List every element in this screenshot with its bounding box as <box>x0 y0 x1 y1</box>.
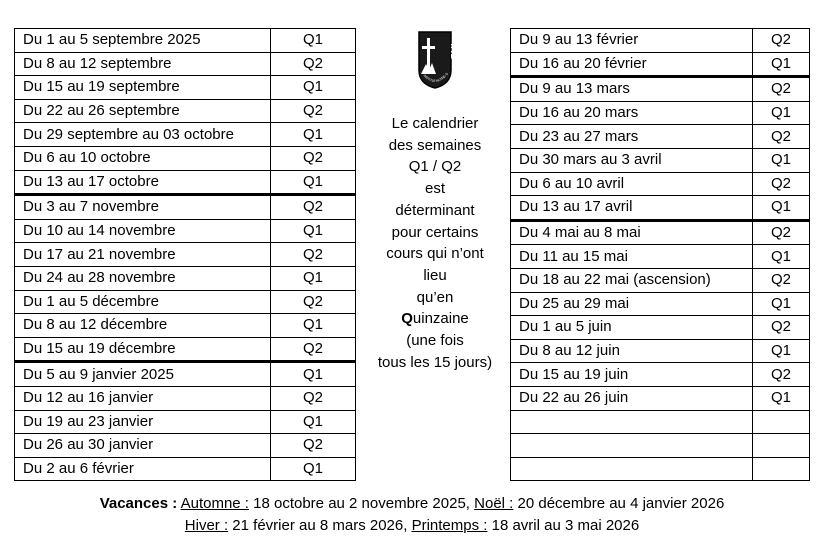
table-row <box>511 77 810 102</box>
week-dates-cell: Du 6 au 10 avril <box>511 172 753 196</box>
table-row <box>15 362 356 387</box>
table-row <box>15 337 356 362</box>
table-row <box>511 101 810 125</box>
quinzaine-cell: Q2 <box>271 146 356 170</box>
note-line: Le calendrier <box>391 115 479 132</box>
quinzaine-cell: Q1 <box>271 314 356 338</box>
week-dates-cell: Du 2 au 6 février <box>15 457 271 481</box>
quinzaine-cell: Q2 <box>753 220 810 245</box>
week-dates-cell: Du 22 au 26 juin <box>511 386 753 410</box>
table-row <box>511 410 810 434</box>
note-line-quinzaine <box>370 308 500 330</box>
table-row <box>511 29 810 53</box>
quinzaine-cell: Q1 <box>753 386 810 410</box>
table-row <box>511 172 810 196</box>
week-dates-cell: Du 8 au 12 juin <box>511 339 753 363</box>
table-row <box>511 125 810 149</box>
week-dates-cell: Du 23 au 27 mars <box>511 125 753 149</box>
week-dates-cell: Du 6 au 10 octobre <box>15 146 271 170</box>
quinzaine-cell: Q2 <box>753 268 810 292</box>
footer-line-2: Hiver : 21 février au 8 mars 2026, Printemps : 18 avril au 3 mai 2026 <box>184 517 640 534</box>
week-dates-cell: Du 30 mars au 3 avril <box>511 148 753 172</box>
table-row <box>15 29 356 53</box>
automne-dates: 18 octobre au 2 novembre 2025 <box>248 495 466 512</box>
quinzaine-cell: Q1 <box>271 219 356 243</box>
table-row <box>15 243 356 267</box>
quinzaine-cell: Q1 <box>271 123 356 147</box>
quinzaine-cell: Q1 <box>753 339 810 363</box>
quinzaine-cell: Q1 <box>753 245 810 269</box>
quinzaine-cell: Q2 <box>753 363 810 387</box>
table-row <box>15 434 356 458</box>
printemps-label: Printemps : <box>411 517 488 534</box>
week-dates-cell <box>511 410 753 434</box>
note-line: Q1 / Q2 <box>408 158 462 176</box>
automne-label: Automne : <box>180 495 249 512</box>
week-dates-cell: Du 9 au 13 mars <box>511 77 753 102</box>
week-dates-cell: Du 15 au 19 septembre <box>15 76 271 100</box>
week-dates-cell: Du 4 mai au 8 mai <box>511 220 753 245</box>
week-dates-cell: Du 8 au 12 décembre <box>15 314 271 338</box>
table-row <box>511 292 810 316</box>
table-row <box>15 314 356 338</box>
table-row <box>15 219 356 243</box>
week-dates-cell: Du 1 au 5 juin <box>511 316 753 340</box>
table-row <box>511 196 810 221</box>
week-dates-cell: Du 19 au 23 janvier <box>15 410 271 434</box>
week-dates-cell: Du 15 au 19 juin <box>511 363 753 387</box>
quinzaine-cell <box>753 434 810 458</box>
table-row <box>15 146 356 170</box>
left-schedule-table <box>14 28 356 481</box>
week-dates-cell: Du 11 au 15 mai <box>511 245 753 269</box>
table-row <box>511 363 810 387</box>
table-row <box>511 52 810 77</box>
note-line: (une fois <box>406 332 464 350</box>
quinzaine-cell: Q2 <box>753 172 810 196</box>
note-line: tous les 15 jours) <box>377 353 493 371</box>
week-dates-cell: Du 26 au 30 janvier <box>15 434 271 458</box>
vacances-label: Vacances : <box>99 495 178 512</box>
quinzaine-cell: Q2 <box>271 290 356 314</box>
quinzaine-cell: Q1 <box>271 29 356 53</box>
printemps-dates: 18 avril au 3 mai 2026 <box>487 517 640 534</box>
quinzaine-cell: Q2 <box>271 52 356 76</box>
table-row <box>15 195 356 220</box>
institut-notre-dame-logo <box>417 30 453 90</box>
table-row <box>15 386 356 410</box>
week-dates-cell: Du 13 au 17 octobre <box>15 170 271 195</box>
note-line: déterminant <box>395 201 475 219</box>
quinzaine-cell: Q1 <box>271 76 356 100</box>
table-row <box>15 76 356 100</box>
week-dates-cell: Du 24 au 28 novembre <box>15 266 271 290</box>
quinzaine-cell: Q1 <box>271 266 356 290</box>
week-dates-cell: Du 5 au 9 janvier 2025 <box>15 362 271 387</box>
table-row <box>15 99 356 123</box>
table-row <box>511 268 810 292</box>
quinzaine-cell: Q2 <box>753 316 810 340</box>
note-line: lieu <box>423 266 447 284</box>
week-dates-cell <box>511 434 753 458</box>
table-row <box>15 410 356 434</box>
quinzaine-cell: Q2 <box>753 29 810 53</box>
footer-line-1: Vacances : Automne : 18 octobre au 2 novembre 2025, Noël : 20 décembre au 4 janvier 2026 <box>99 495 725 512</box>
quinzaine-cell: Q1 <box>271 457 356 481</box>
week-dates-cell: Du 10 au 14 novembre <box>15 219 271 243</box>
quinzaine-cell: Q2 <box>271 434 356 458</box>
quinzaine-cell: Q1 <box>271 410 356 434</box>
week-dates-cell: Du 13 au 17 avril <box>511 196 753 221</box>
week-dates-cell: Du 15 au 19 décembre <box>15 337 271 362</box>
week-dates-cell: Du 1 au 5 décembre <box>15 290 271 314</box>
table-row <box>511 457 810 481</box>
table-row <box>15 170 356 195</box>
week-dates-cell <box>511 457 753 481</box>
logo-letters: IND <box>448 43 453 61</box>
hiver-label: Hiver : <box>184 517 229 534</box>
quinzaine-cell: Q2 <box>271 99 356 123</box>
quinzaine-cell: Q2 <box>271 243 356 267</box>
note-line: est <box>424 180 445 198</box>
week-dates-cell: Du 9 au 13 février <box>511 29 753 53</box>
right-schedule-table <box>510 28 810 481</box>
week-dates-cell: Du 29 septembre au 03 octobre <box>15 123 271 147</box>
week-dates-cell: Du 25 au 29 mai <box>511 292 753 316</box>
note-line: pour certains <box>391 223 479 241</box>
table-row <box>15 266 356 290</box>
note-line: cours qui n’ont <box>386 245 484 263</box>
table-row <box>511 386 810 410</box>
table-row <box>15 290 356 314</box>
quinzaine-cell: Q2 <box>271 386 356 410</box>
note-line: des semaines <box>388 136 482 154</box>
note-quinzaine-initial: Q <box>401 310 413 328</box>
quinzaine-cell: Q1 <box>753 148 810 172</box>
week-dates-cell: Du 22 au 26 septembre <box>15 99 271 123</box>
table-row <box>15 52 356 76</box>
table-row <box>511 339 810 363</box>
logo-ring-text: INSTITUT NOTRE-D <box>422 71 449 84</box>
quinzaine-cell <box>753 457 810 481</box>
quinzaine-cell: Q1 <box>753 101 810 125</box>
quinzaine-cell: Q1 <box>753 52 810 77</box>
table-row <box>511 434 810 458</box>
noel-dates: 20 décembre au 4 janvier 2026 <box>513 495 725 512</box>
quinzaine-cell: Q1 <box>271 362 356 387</box>
week-dates-cell: Du 8 au 12 septembre <box>15 52 271 76</box>
note-line: qu’en <box>416 288 454 306</box>
hiver-dates: 21 février au 8 mars 2026 <box>228 517 404 534</box>
quinzaine-cell: Q2 <box>271 195 356 220</box>
week-dates-cell: Du 17 au 21 novembre <box>15 243 271 267</box>
table-row <box>511 220 810 245</box>
quinzaine-cell <box>753 410 810 434</box>
week-dates-cell: Du 18 au 22 mai (ascension) <box>511 268 753 292</box>
quinzaine-cell: Q2 <box>271 337 356 362</box>
week-dates-cell: Du 16 au 20 février <box>511 52 753 77</box>
table-row <box>15 123 356 147</box>
quinzaine-cell: Q2 <box>753 77 810 102</box>
week-dates-cell: Du 16 au 20 mars <box>511 101 753 125</box>
week-dates-cell: Du 12 au 16 janvier <box>15 386 271 410</box>
table-row <box>511 316 810 340</box>
table-row <box>511 245 810 269</box>
note-quinzaine-rest: uinzaine <box>412 310 469 328</box>
quinzaine-cell: Q1 <box>753 196 810 221</box>
table-row <box>511 148 810 172</box>
quinzaine-cell: Q2 <box>753 125 810 149</box>
week-dates-cell: Du 3 au 7 novembre <box>15 195 271 220</box>
table-row <box>15 457 356 481</box>
quinzaine-note <box>370 113 500 373</box>
noel-label: Noël : <box>474 495 514 512</box>
quinzaine-cell: Q1 <box>753 292 810 316</box>
week-dates-cell: Du 1 au 5 septembre 2025 <box>15 29 271 53</box>
center-info <box>370 28 500 373</box>
quinzaine-cell: Q1 <box>271 170 356 195</box>
